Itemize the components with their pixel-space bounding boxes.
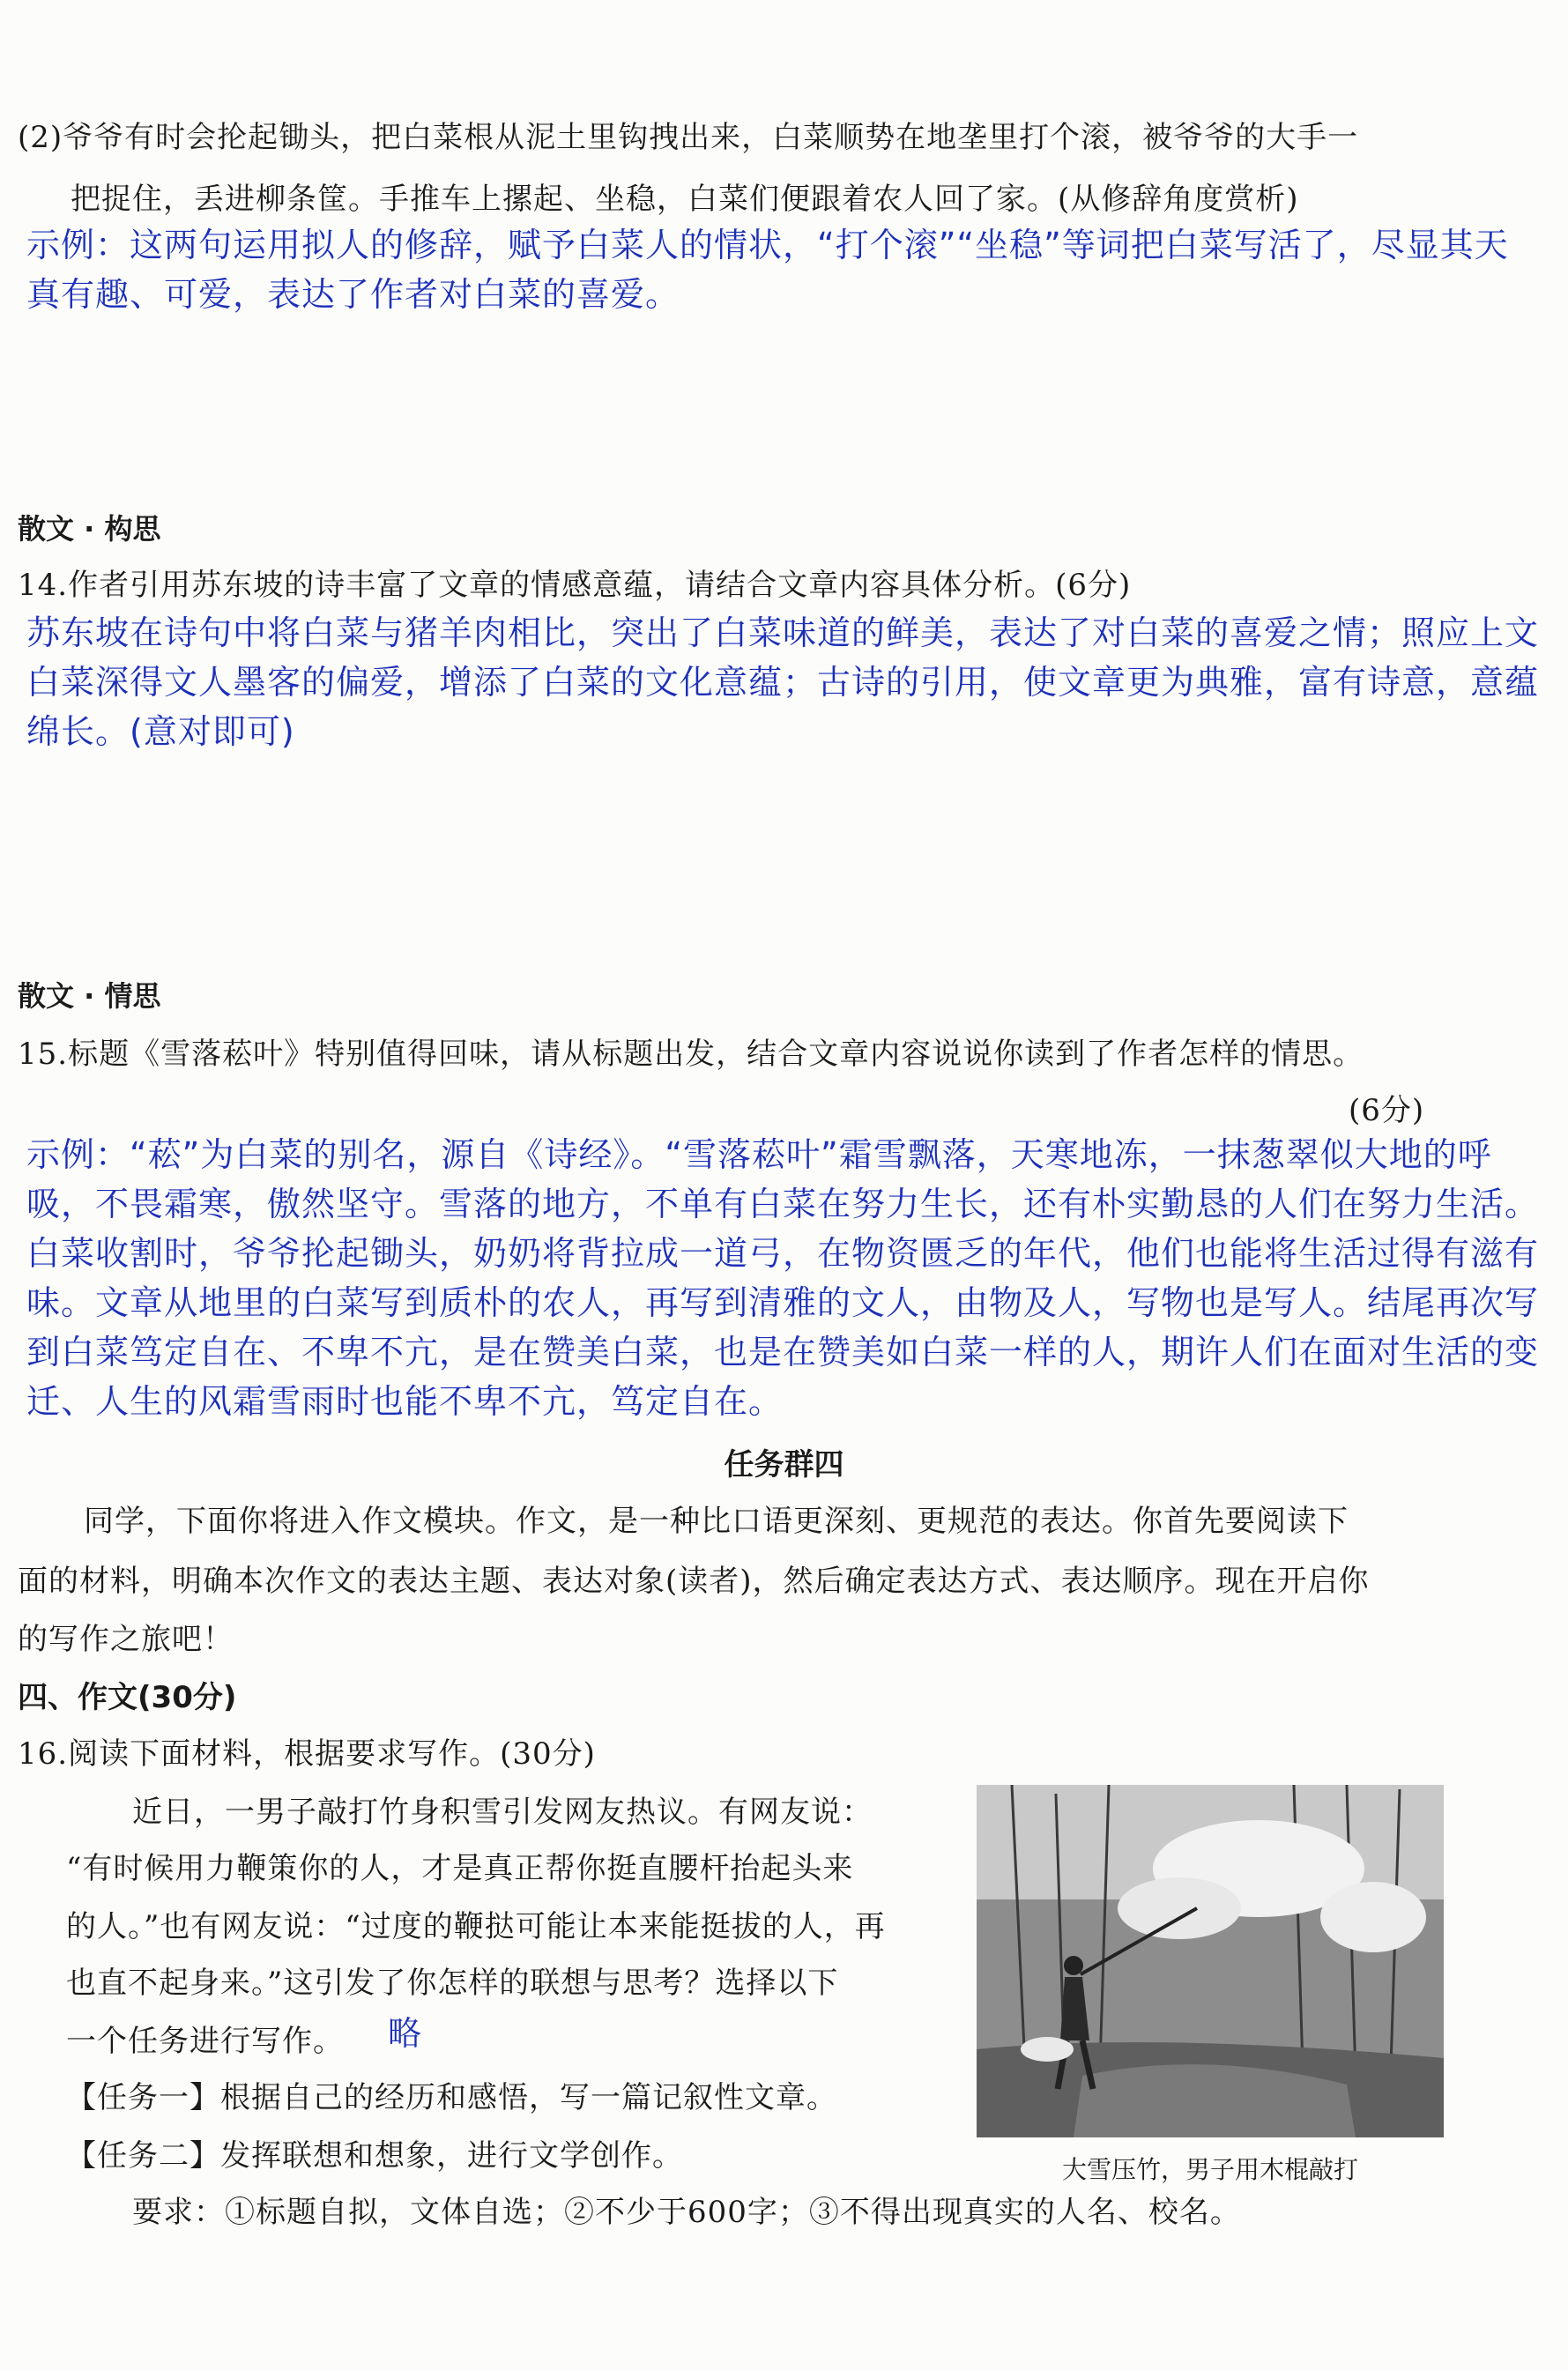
snow-bamboo-photo [977,1785,1444,2137]
material-line2: “有时候用力鞭策你的人，才是真正帮你挺直腰杆抬起头来 [66,1851,854,1886]
q16-question: 16.阅读下面材料，根据要求写作。(30分) [18,1736,596,1772]
material-line1: 近日，一男子敲打竹身积雪引发网友热议。有网友说： [132,1795,873,1830]
task-group-title: 任务群四 [724,1447,844,1483]
q13-2-line2: 把捉住，丢进柳条筐。手推车上摞起、坐稳，白菜们便跟着农人回了家。(从修辞角度赏析) [71,182,1299,217]
q13-2-line1: (2)爷爷有时会抡起锄头，把白菜根从泥土里钩拽出来，白菜顺势在地垄里打个滚，被爷爷的大手一 [18,120,1359,155]
section-heading-goushi: 散文 · 构思 [18,512,161,546]
q13-2-answer: 示例：这两句运用拟人的修辞，赋予白菜人的情状，“打个滚”“坐稳”等词把白菜写活了，尽显其天真有趣、可爱，表达了作者对白菜的喜爱。 [26,226,1509,314]
q15-question: 15.标题《雪落菘叶》特别值得回味，请从标题出发，结合文章内容说说你读到了作者怎样的情思。 [18,1037,1364,1072]
intro-line1: 同学，下面你将进入作文模块。作文，是一种比口语更深刻、更规范的表达。你首先要阅读下 [84,1504,1349,1539]
q14-answer: 苏东坡在诗句中将白菜与猪羊肉相比，突出了白菜味道的鲜美，表达了对白菜的喜爱之情；照应上文白菜深得文人墨客的偏爱，增添了白菜的文化意蕴；古诗的引用，使文章更为典雅，富有诗意，意蕴绵长。(意对即可) [26,613,1540,751]
q15-answer: 示例：“菘”为白菜的别名，源自《诗经》。“雪落菘叶”霜雪飘落，天寒地冻，一抹葱翠似大地的呼吸，不畏霜寒，傲然坚守。雪落的地方，不单有白菜在努力生长，还有朴实勤恳的人们在努力生活。白菜收割时，爷爷抡起锄头，奶奶将背拉成一道弓，在物资匮乏的年代，他们也能将生活过得有滋有味。文章从地里的白菜写到质朴的农人，再写到清雅的文人，由物及人，写物也是写人。结尾再次写到白菜笃定自在、不卑不亢，是在赞美白菜，也是在赞美如白菜一样的人，期许人们在面对生活的变迁、人生的风霜雪雨时也能不卑不亢，笃定自在。 [26,1135,1540,1421]
intro-line2: 面的材料，明确本次作文的表达主题、表达对象(读者)，然后确定表达方式、表达顺序。现在开启你 [18,1564,1370,1599]
q14-question: 14.作者引用苏东坡的诗丰富了文章的情感意蕴，请结合文章内容具体分析。(6分) [18,568,1132,603]
section-heading-qingsi: 散文 · 情思 [18,979,161,1013]
material-line5: 一个任务进行写作。 [66,2024,344,2059]
intro-line3: 的写作之旅吧！ [18,1622,234,1657]
material-line3: 的人。”也有网友说：“过度的鞭挞可能让本来能挺拔的人，再 [66,1909,886,1944]
material-line4: 也直不起身来。”这引发了你怎样的联想与思考？选择以下 [66,1966,839,2001]
photo-illustration [977,1785,1444,2137]
requirements: 要求：①标题自拟，文体自选；②不少于600字；③不得出现真实的人名、校名。 [132,2195,1241,2230]
section4-heading: 四、作文(30分) [18,1680,237,1715]
photo-caption: 大雪压竹，男子用木棍敲打 [1061,2155,1358,2184]
q15-score: (6分) [1349,1093,1425,1128]
q16-answer: 略 [388,2014,423,2053]
task-two: 【任务二】发挥联想和想象，进行文学创作。 [66,2138,683,2174]
task-one: 【任务一】根据自己的经历和感悟，写一篇记叙性文章。 [66,2080,837,2115]
